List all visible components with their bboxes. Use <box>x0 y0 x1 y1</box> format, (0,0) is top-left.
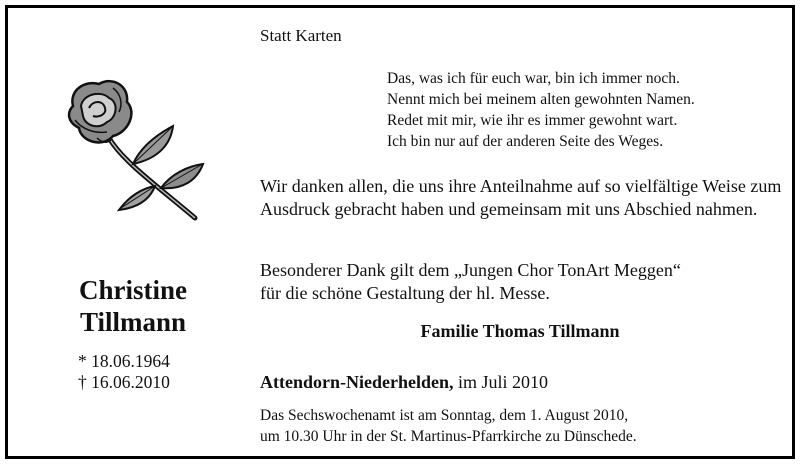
rose-icon <box>63 76 213 226</box>
service-line: Das Sechswochenamt ist am Sonntag, dem 1. August 2010, <box>260 407 629 424</box>
death-date: † 16.06.2010 <box>78 372 170 392</box>
notice-heading: Statt Karten <box>260 26 342 45</box>
life-dates <box>78 351 170 393</box>
poem <box>387 68 695 152</box>
special-thanks <box>260 259 790 305</box>
obituary-notice <box>5 5 795 459</box>
family-signature: Familie Thomas Tillmann <box>420 321 620 341</box>
special-thanks-line: Besonderer Dank gilt dem „Jungen Chor TonArt Meggen“ <box>260 260 681 280</box>
poem-line: Redet mit mir, wie ihr es immer gewohnt wart. <box>387 112 678 129</box>
place-and-date <box>260 372 548 393</box>
special-thanks-line: für die schöne Gestaltung der hl. Messe. <box>260 283 550 303</box>
place-name: Attendorn-Niederhelden, <box>260 372 454 392</box>
birth-date: * 18.06.1964 <box>78 351 170 371</box>
deceased-name <box>48 274 218 338</box>
service-info <box>260 405 637 447</box>
first-name: Christine <box>79 275 187 305</box>
poem-line: Das, was ich für euch war, bin ich immer noch. <box>387 70 680 87</box>
service-line: um 10.30 Uhr in der St. Martinus-Pfarrkirche zu Dünschede. <box>260 428 637 445</box>
notice-date: im Juli 2010 <box>453 372 548 392</box>
last-name: Tillmann <box>79 307 187 337</box>
thanks-paragraph: Wir danken allen, die uns ihre Anteilnahme auf so vielfältige Weise zum Ausdruck gebracht haben und gemeinsam mit uns Abschied nahmen. <box>260 176 782 219</box>
poem-line: Nennt mich bei meinem alten gewohnten Namen. <box>387 91 695 108</box>
poem-line: Ich bin nur auf der anderen Seite des Weges. <box>387 133 664 150</box>
